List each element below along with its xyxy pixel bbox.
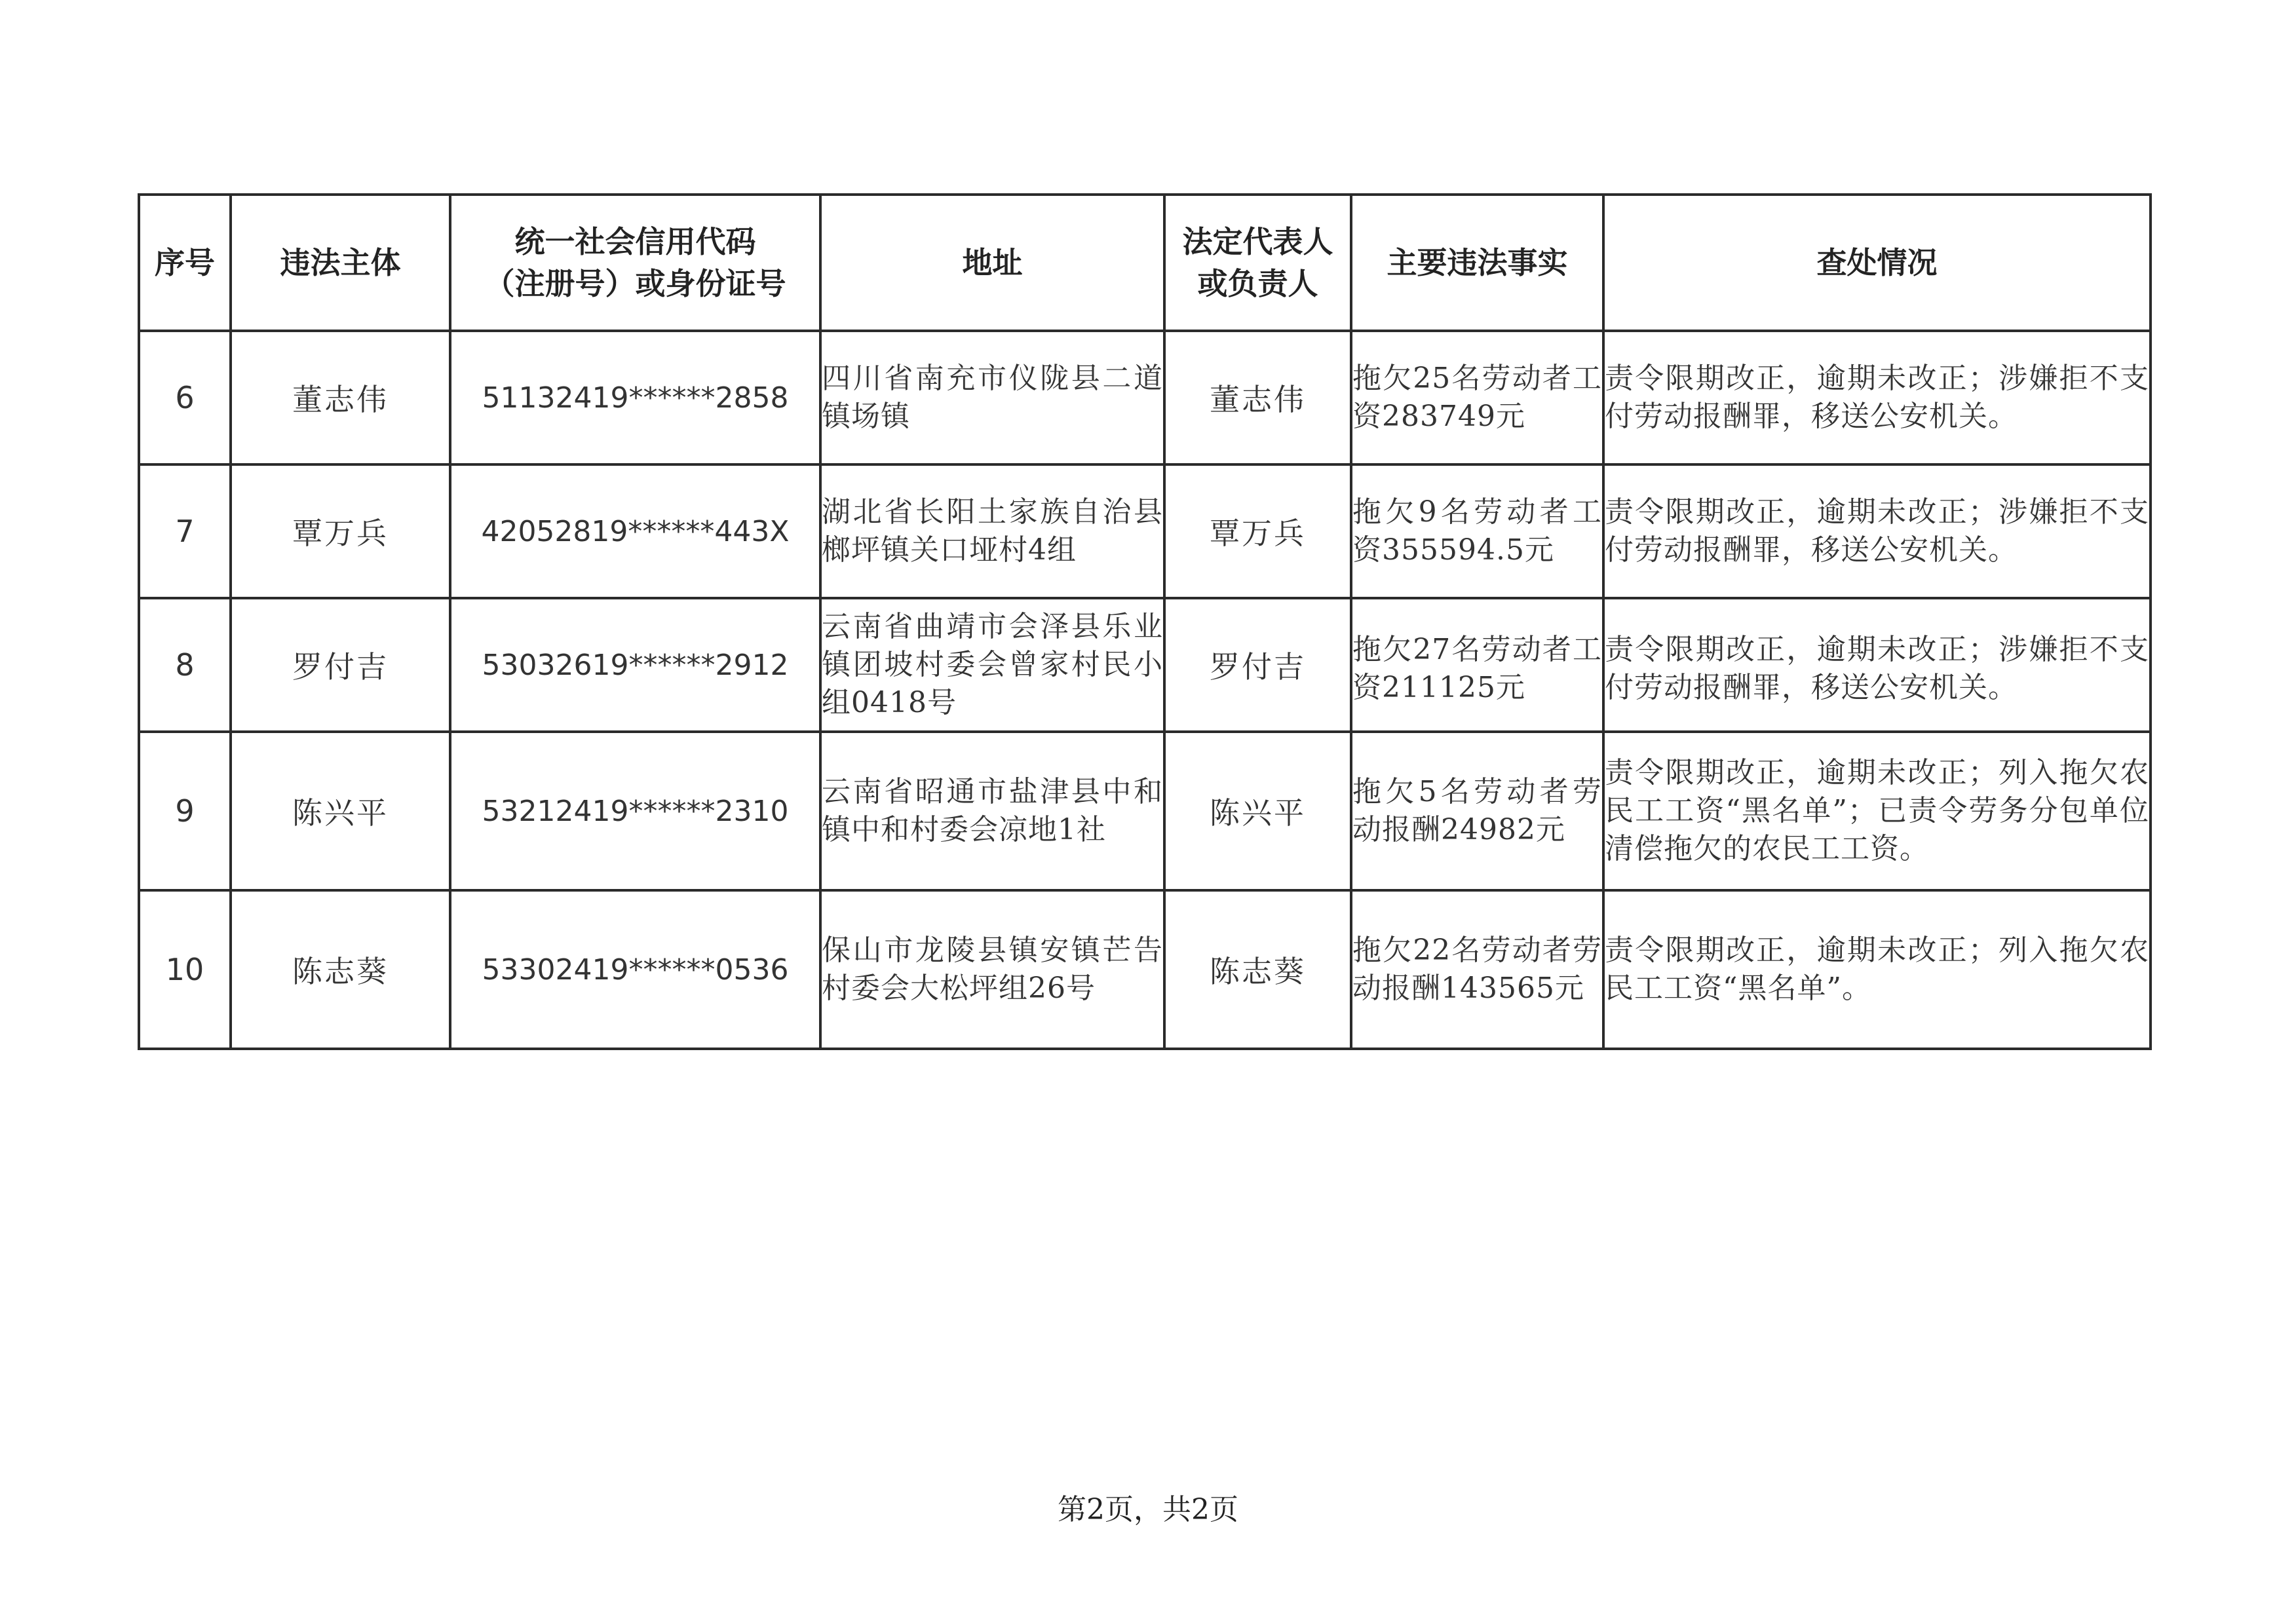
cell-subject: 陈志葵 [231,890,450,1049]
cell-address: 湖北省长阳土家族自治县榔坪镇关口垭村4组 [820,464,1164,598]
cell-code: 53212419******2310 [450,732,820,890]
header-rep [1164,195,1351,331]
cell-seq: 7 [139,464,231,598]
cell-seq: 10 [139,890,231,1049]
header-rep-line2: 或负责人 [1197,266,1318,301]
page-number: 第2页，共2页 [1058,1493,1238,1526]
header-code-line1: 统一社会信用代码 [514,224,756,259]
cell-address: 四川省南充市仪陇县二道镇场镇 [820,331,1164,464]
cell-subject: 罗付吉 [231,598,450,732]
header-facts: 主要违法事实 [1351,195,1603,331]
header-code [450,195,820,331]
header-subject: 违法主体 [231,195,450,331]
header-code-line2: （注册号）或身份证号 [484,266,786,301]
header-row [139,195,2151,331]
cell-handling: 责令限期改正，逾期未改正；涉嫌拒不支付劳动报酬罪，移送公安机关。 [1603,598,2151,732]
header-rep-line1: 法定代表人 [1182,224,1333,259]
cell-subject: 陈兴平 [231,732,450,890]
cell-facts: 拖欠27名劳动者工资211125元 [1351,598,1603,732]
cell-facts: 拖欠9名劳动者工资355594.5元 [1351,464,1603,598]
cell-rep: 陈兴平 [1164,732,1351,890]
cell-seq: 8 [139,598,231,732]
cell-subject: 董志伟 [231,331,450,464]
header-seq: 序号 [139,195,231,331]
cell-code: 42052819******443X [450,464,820,598]
cell-subject: 覃万兵 [231,464,450,598]
cell-rep: 董志伟 [1164,331,1351,464]
table-row [139,598,2151,732]
cell-code: 51132419******2858 [450,331,820,464]
cell-facts: 拖欠5名劳动者劳动报酬24982元 [1351,732,1603,890]
cell-handling: 责令限期改正，逾期未改正；涉嫌拒不支付劳动报酬罪，移送公安机关。 [1603,331,2151,464]
cell-seq: 6 [139,331,231,464]
cell-rep: 覃万兵 [1164,464,1351,598]
table-row [139,331,2151,464]
table-row [139,464,2151,598]
cell-seq: 9 [139,732,231,890]
cell-facts: 拖欠22名劳动者劳动报酬143565元 [1351,890,1603,1049]
cell-rep: 陈志葵 [1164,890,1351,1049]
cell-address: 云南省昭通市盐津县中和镇中和村委会凉地1社 [820,732,1164,890]
cell-handling: 责令限期改正，逾期未改正；列入拖欠农民工工资“黑名单”；已责令劳务分包单位清偿拖欠的农民工工资。 [1603,732,2151,890]
violations-table [138,193,2152,1050]
cell-handling: 责令限期改正，逾期未改正；列入拖欠农民工工资“黑名单”。 [1603,890,2151,1049]
cell-code: 53302419******0536 [450,890,820,1049]
cell-address: 云南省曲靖市会泽县乐业镇团坡村委会曾家村民小组0418号 [820,598,1164,732]
cell-handling: 责令限期改正，逾期未改正；涉嫌拒不支付劳动报酬罪，移送公安机关。 [1603,464,2151,598]
cell-rep: 罗付吉 [1164,598,1351,732]
table-row [139,890,2151,1049]
header-address: 地址 [820,195,1164,331]
header-handling: 查处情况 [1603,195,2151,331]
cell-code: 53032619******2912 [450,598,820,732]
cell-facts: 拖欠25名劳动者工资283749元 [1351,331,1603,464]
cell-address: 保山市龙陵县镇安镇芒告村委会大松坪组26号 [820,890,1164,1049]
table-row [139,732,2151,890]
